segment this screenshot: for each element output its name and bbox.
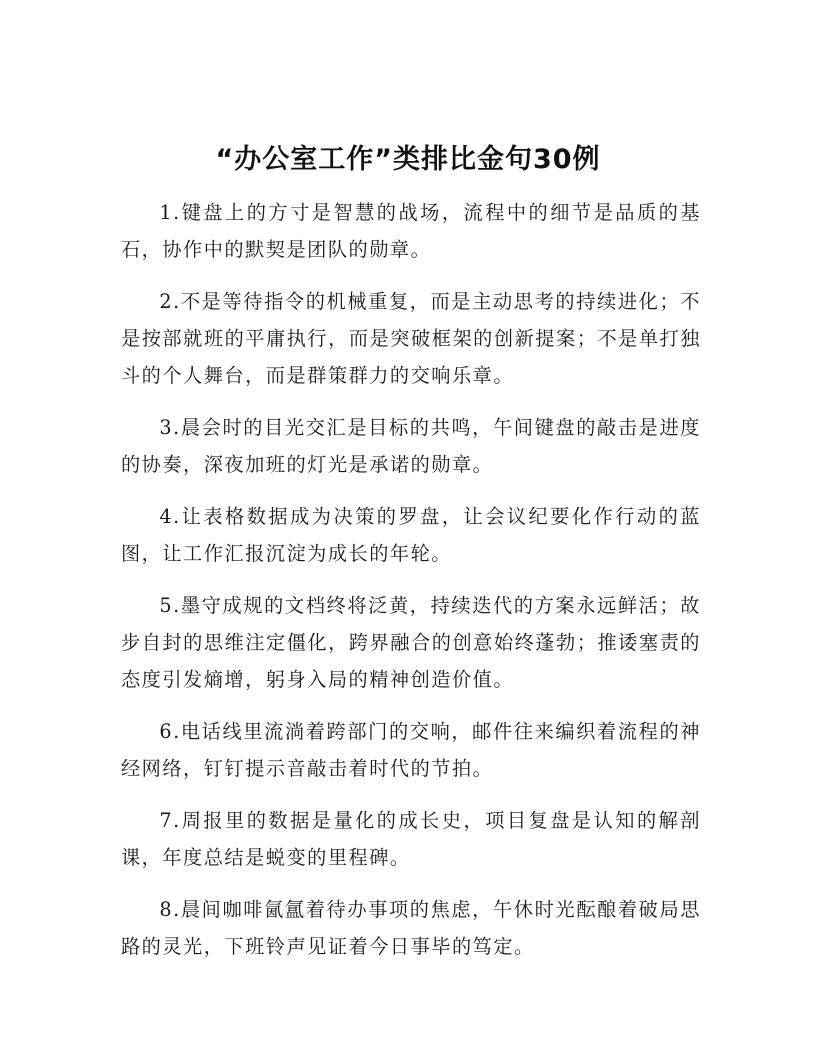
paragraph-3: 3.晨会时的目光交汇是目标的共鸣，午间键盘的敲击是进度的协奏，深夜加班的灯光是承诺的勋章。	[121, 416, 701, 476]
paragraph-2: 2.不是等待指令的机械重复，而是主动思考的持续进化；不是按部就班的平庸执行，而是突破框架的创新提案；不是单打独斗的个人舞台，而是群策群力的交响乐章。	[121, 290, 701, 387]
paragraph-7: 7.周报里的数据是量化的成长史，项目复盘是认知的解剖课，年度总结是蜕变的里程碑。	[121, 809, 701, 869]
paragraph-4: 4.让表格数据成为决策的罗盘，让会议纪要化作行动的蓝图，让工作汇报沉淀为成长的年轮。	[121, 505, 701, 565]
paragraph-1: 1.键盘上的方寸是智慧的战场，流程中的细节是品质的基石，协作中的默契是团队的勋章。	[121, 201, 701, 261]
paragraph-5: 5.墨守成规的文档终将泛黄，持续迭代的方案永远鲜活；故步自封的思维注定僵化，跨界融合的创意始终蓬勃；推诿塞责的态度引发熵增，躬身入局的精神创造价值。	[121, 594, 701, 691]
document-body	[121, 194, 701, 980]
paragraph-6: 6.电话线里流淌着跨部门的交响，邮件往来编织着流程的神经网络，钉钉提示音敲击着时代的节拍。	[121, 720, 701, 780]
paragraph-8: 8.晨间咖啡氤氲着待办事项的焦虑，午休时光酝酿着破局思路的灵光，下班铃声见证着今日事毕的笃定。	[121, 898, 701, 958]
document-title: “办公室工作”类排比金句30例	[215, 144, 601, 175]
